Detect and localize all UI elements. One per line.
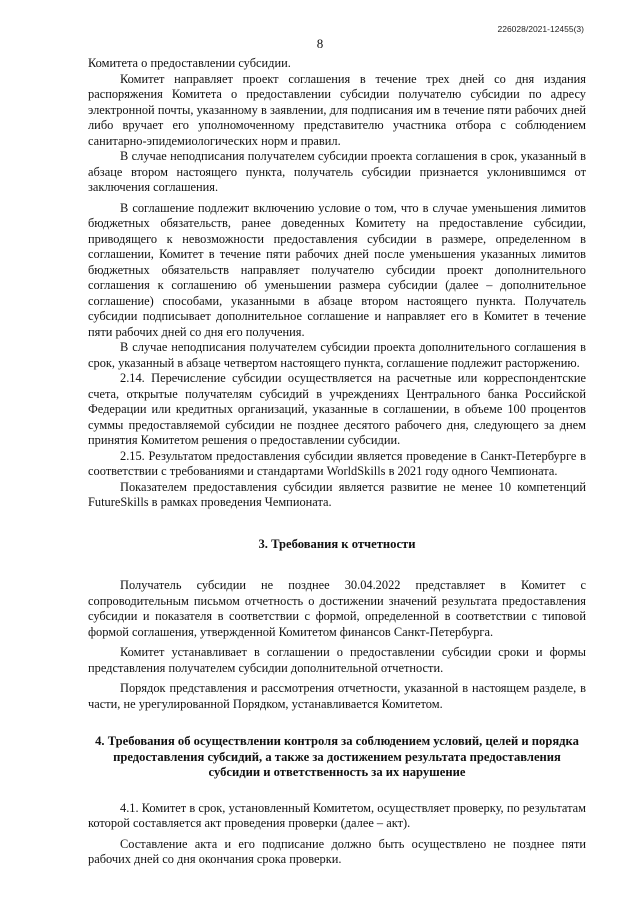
paragraph: Показателем предоставления субсидии является развитие не менее 10 компетенций FutureSkills в рамках проведения Чемпионата. <box>88 479 586 509</box>
paragraph: В соглашение подлежит включению условие о том, что в случае уменьшения лимитов бюджетных обязательств, ранее доведенных Комитету на предоставление субсидии, приводящего к невозможности предоставления субсидии в размере, определенном в соглашении, Комитет в течение пяти рабочих дней после уменьшения указанных лимитов бюджетных обязательств направляет получателю субсидии проект дополнительного соглашения к соглашению об уменьшении размера субсидии (далее – дополнительное соглашение) способами, указанными в абзаце втором настоящего пункта. Получатель субсидии подписывает дополнительное соглашение и направляет его в Комитет в течение пяти рабочих дней со дня его получения. <box>88 200 586 339</box>
section-heading: 4. Требования об осуществлении контроля за соблюдением условий, целей и порядка предоставления субсидий, а также за достижением результата предоставления субсидии и ответственность за их нарушение <box>95 734 579 779</box>
paragraph: В случае неподписания получателем субсидии проекта дополнительного соглашения в срок, указанный в абзаце четвертом настоящего пункта, соглашение подлежит расторжению. <box>88 340 586 370</box>
paragraph: Порядок представления и рассмотрения отчетности, указанной в настоящем разделе, в части, не урегулированной Порядком, устанавливается Комитетом. <box>88 681 586 711</box>
paragraph: В случае неподписания получателем субсидии проекта соглашения в срок, указанный в абзаце втором настоящего пункта, получатель субсидии признается уклонившимся от заключения соглашения. <box>88 149 586 194</box>
paragraph: Комитет направляет проект соглашения в течение трех дней со дня издания распоряжения Комитета о предоставлении субсидии получателю субсидии по адресу электронной почты, указанному в заявлении, для подписания им в течение пяти рабочих дней либо вручает его уполномоченному представителю участника отбора с соблюдением санитарно-эпидемиологических норм и правил. <box>88 71 586 148</box>
paragraph: Комитета о предоставлении субсидии. <box>88 56 291 70</box>
paragraph: Комитет устанавливает в соглашении о предоставлении субсидии сроки и формы представления получателем субсидии дополнительной отчетности. <box>88 645 586 675</box>
paragraph: 4.1. Комитет в срок, установленный Комитетом, осуществляет проверку, по результатам которой составляется акт проведения проверки (далее – акт). <box>88 800 586 830</box>
paragraph: Получатель субсидии не позднее 30.04.2022 представляет в Комитет с сопроводительным письмом отчетность о достижении значений результата предоставления субсидии и показателя в соответствии с формой, определенной в соответствии с типовой формой соглашения, утвержденной Комитетом финансов Санкт-Петербурга. <box>88 578 586 639</box>
paragraph: 2.15. Результатом предоставления субсидии является проведение в Санкт-Петербурге в соответствии с требованиями и стандартами WorldSkills в 2021 году одного Чемпионата. <box>88 448 586 478</box>
document-id: 226028/2021-12455(3) <box>497 24 584 34</box>
document-body <box>88 56 586 868</box>
paragraph: Составление акта и его подписание должно быть осуществлено не позднее пяти рабочих дней со дня окончания срока проверки. <box>88 836 586 866</box>
paragraph: 2.14. Перечисление субсидии осуществляется на расчетные или корреспондентские счета, открытые получателям субсидий в учреждениях Центрального банка Российской Федерации или кредитных организаций, указанные в соглашении, в объеме 100 процентов суммы предоставляемой субсидии не позднее десятого рабочего дня, следующего за днем принятия Комитетом решения о предоставлении субсидии. <box>88 371 586 447</box>
page-number: 8 <box>316 36 324 51</box>
section-heading: 3. Требования к отчетности <box>258 536 416 551</box>
